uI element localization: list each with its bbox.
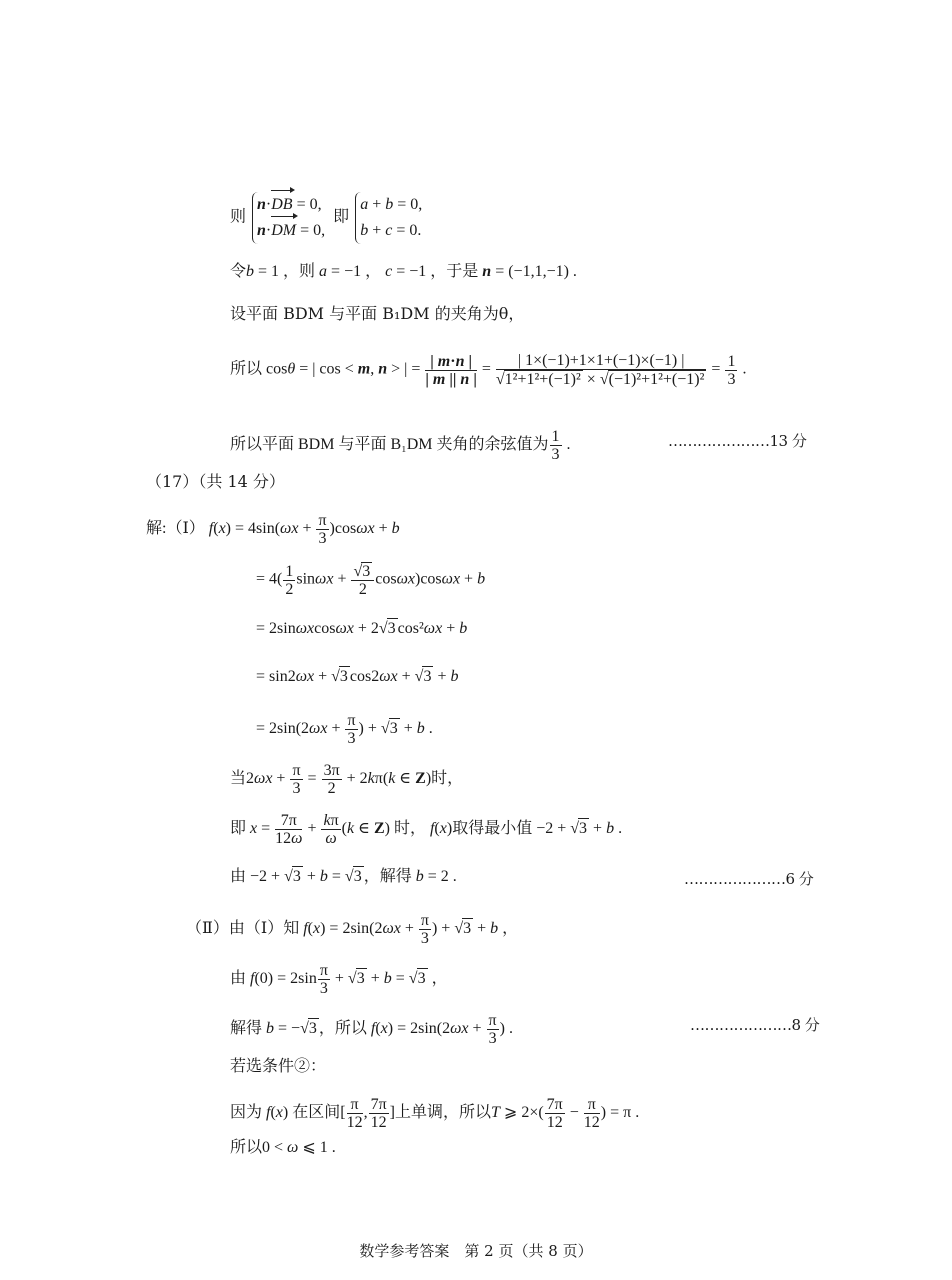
page-footer: 数学参考答案 第 2 页（共 8 页） <box>359 1242 593 1260</box>
f0-line: 由 f(0) = 2sin $\frac{\pi}{3}$ + √3 + b = √3 ， <box>230 962 448 997</box>
solve-b-line: 解得 b = −√3 ，所以 f(x) = 2sin(2ωx + $\frac{\pi}{3}$ ) . <box>230 1012 513 1047</box>
let-b-line: 令b = 1 ，则 a = −1 ， c = −1 ，于是 n = (−1,1,−1) . <box>230 263 577 280</box>
fraction-mn: $\frac{| m\cdot n |}{| m || n |}$ <box>425 352 477 388</box>
text-ze: 则 <box>230 208 247 226</box>
solution-line-3: = 2sinωxcosωx + 2√3 cos²ωx + b <box>256 620 468 637</box>
text-you: 由 <box>230 868 247 885</box>
angle-def-line: 设平面 BDM 与平面 B₁DM 的夹角为θ， <box>230 304 525 323</box>
score-8: …………………8 分 <box>690 1016 820 1034</box>
part2-line: （Ⅱ）由（Ⅰ）知 f(x) = 2sin(2ωx + $\frac{\pi}{3}$ ) + √3 + b ， <box>186 912 519 947</box>
text-shi: 时， <box>431 770 464 788</box>
solution-line-2: = 4( $\frac{1}{2}$ sinωx + $\frac{√3}{2}$ cosωx)cosωx + b <box>256 562 486 598</box>
text-jiede: ，解得 <box>363 868 412 885</box>
text-ling: 令 <box>230 263 247 280</box>
text-result: 所以平面 BDM 与平面 B₁DM 夹角的余弦值为 <box>230 436 549 454</box>
cos-theta-line: 所以 cosθ = | cos < m, n > | = $\frac{| m\cdot n |}{| m || n |}$ = $\frac{| 1\times(-1)+1\times 1+(-1)\times(-1) |}{\text{√1²+1²+(−1)² × √(−1)²+1²+(−1)²}}$ = $\frac{1}{3}$ . <box>230 352 747 388</box>
system-line <box>230 192 422 244</box>
fraction-one-third: $\frac{1}{3}$ <box>727 352 736 388</box>
text-shi2: 时， <box>393 820 426 838</box>
solution-line-1: 解:（Ⅰ） f(x) = 4sin(ωx + $\frac{\pi}{3}$ )cosωx + b <box>146 512 400 547</box>
solution-line-5: = 2sin(2ωx + $\frac{\pi}{3}$ ) + √3 + b . <box>256 712 433 747</box>
text-ji2: 即 <box>230 820 247 838</box>
text-suoyi: 所以 <box>230 360 263 378</box>
fraction-cos: $\frac{| 1\times(-1)+1\times 1+(-1)\times(-1) |}{\text{√1²+1²+(−1)² × √(−1)²+1²+(−1)²}}$ <box>495 352 705 388</box>
text-part2: （Ⅱ）由（Ⅰ）知 <box>186 920 300 938</box>
from-line: 由 −2 + √3 + b = √3 ，解得 b = 2 . <box>230 868 457 885</box>
text-min: 取得最小值 <box>452 820 533 838</box>
text-jie: 解:（Ⅰ） <box>146 520 205 538</box>
solution-line-4: = sin2ωx + √3 cos2ωx + √3 + b <box>256 668 459 685</box>
text-jiede2: 解得 <box>230 1020 263 1038</box>
text-yinwei: 因为 <box>230 1104 263 1122</box>
text-dang: 当 <box>230 770 247 788</box>
left-brace-2: a + b = 0, b + c = 0. <box>355 192 422 244</box>
text-you2: 由 <box>230 970 247 988</box>
score-6: …………………6 分 <box>684 870 814 888</box>
text-interval: 在区间 <box>292 1104 341 1122</box>
question-17-header: （17）（共 14 分） <box>146 472 285 491</box>
text-ji: 即 <box>333 208 350 226</box>
left-brace-1: n·DB = 0, n·DM = 0, <box>252 192 325 244</box>
cosine-result-line: 所以平面 BDM 与平面 B₁DM 夹角的余弦值为 $\frac{1}{3}$ . <box>230 428 571 463</box>
text-monotone: 上单调，所以 <box>394 1104 491 1122</box>
when-line: 当2ωx + $\frac{\pi}{3}$ = $\frac{3\pi}{2}$ + 2kπ(k ∈ Z)时， <box>230 762 464 797</box>
ie-line: 即 x = $\frac{7\pi}{12\omega}$ + $\frac{k\pi}{\omega}$ (k ∈ Z) 时， f(x)取得最小值 −2 + √3 + b . <box>230 812 623 847</box>
text-suoyi2: ，所以 <box>318 1020 367 1038</box>
choose-condition-line: 若选条件②： <box>230 1056 327 1075</box>
omega-range-line: 所以0 < ω ⩽ 1 . <box>230 1139 336 1156</box>
score-13: …………………13 分 <box>668 432 807 450</box>
text-suoyi3: 所以 <box>230 1139 263 1156</box>
monotonic-line: 因为 f(x) 在区间[ $\frac{\pi}{12}$ , $\frac{7\pi}{12}$ ]上单调，所以T ⩾ 2×( $\frac{7\pi}{12}$ − $\frac{\pi}{12}$ ) = π . <box>230 1096 640 1131</box>
